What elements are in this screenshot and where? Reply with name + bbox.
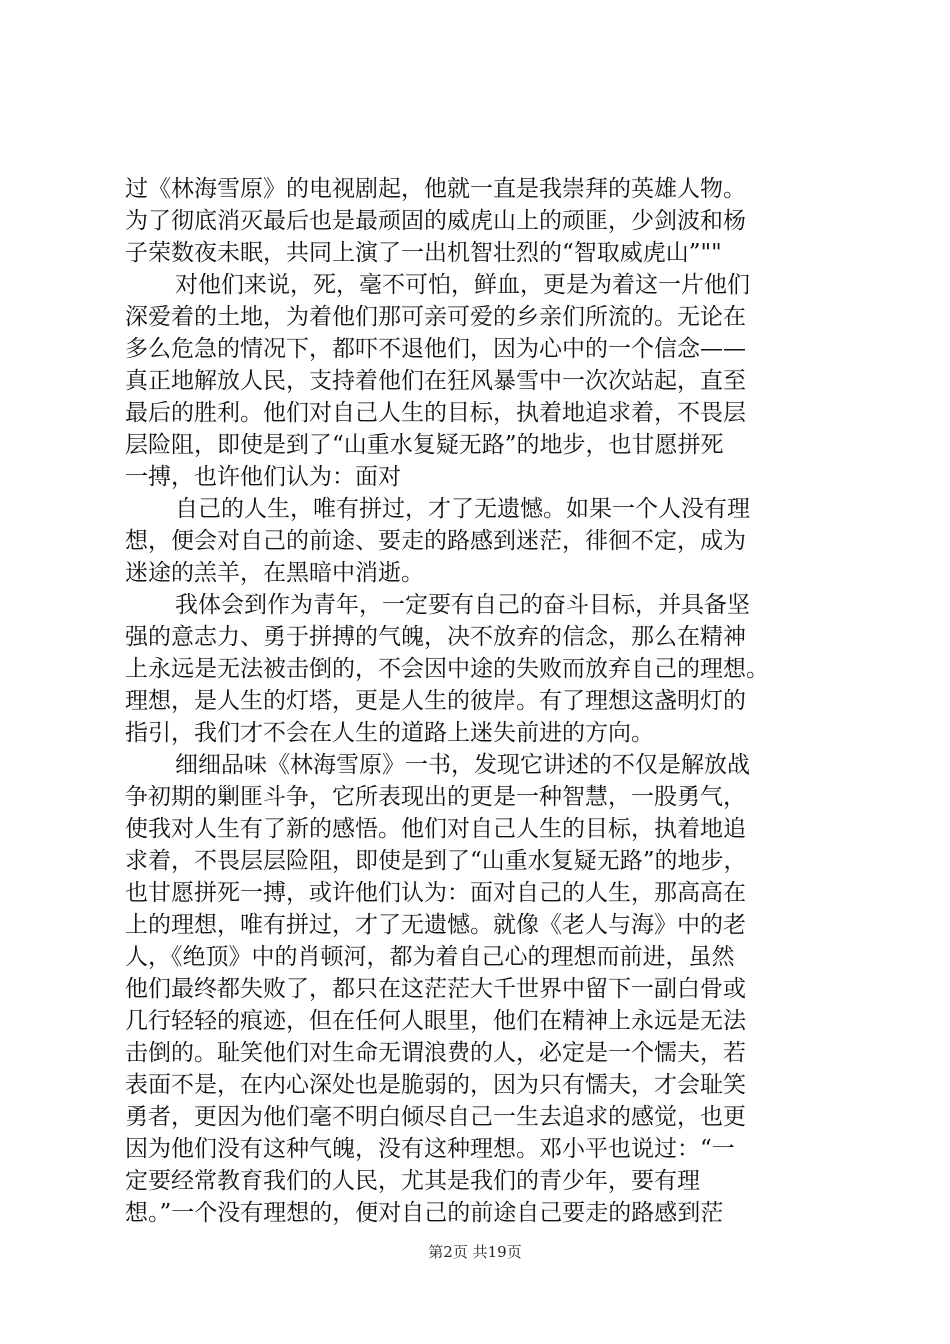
text-line: 多么危急的情况下，都吓不退他们，因为心中的一个信念——: [125, 336, 746, 362]
text-line: 上永远是无法被击倒的，不会因中途的失败而放弃自己的理想。: [125, 656, 769, 682]
text-line: 迷途的羔羊，在黑暗中消逝。: [125, 560, 424, 586]
text-line: 上的理想，唯有拼过，才了无遗憾。就像《老人与海》中的老: [125, 912, 746, 938]
text-line: 他们最终都失败了，都只在这茫茫大千世界中留下一副白骨或: [125, 976, 746, 1002]
text-line: 争初期的剿匪斗争，它所表现出的更是一种智慧，一股勇气，: [125, 784, 746, 810]
text-line: 求着，不畏层层险阻，即使是到了“山重水复疑无路”的地步，: [125, 848, 747, 874]
text-line: 对他们来说，死，毫不可怕，鲜血，更是为着这一片他们: [175, 272, 750, 298]
text-line: 层险阻，即使是到了“山重水复疑无路”的地步，也甘愿拼死: [125, 432, 724, 458]
text-line: 想，便会对自己的前途、要走的路感到迷茫，徘徊不定，成为: [125, 528, 746, 554]
text-line: 人，《绝顶》中的肖顿河，都为着自己心的理想而前进，虽然: [125, 944, 735, 970]
text-line: 最后的胜利。他们对自己人生的目标，执着地追求着，不畏层: [125, 400, 746, 426]
body-text: [125, 173, 837, 1229]
text-line: 因为他们没有这种气魄，没有这种理想。邓小平也说过：“一: [125, 1136, 735, 1162]
text-line: 深爱着的土地，为着他们那可亲可爱的乡亲们所流的。无论在: [125, 304, 746, 330]
text-line: 几行轻轻的痕迹，但在任何人眼里，他们在精神上永远是无法: [125, 1008, 746, 1034]
text-line: 理想，是人生的灯塔，更是人生的彼岸。有了理想这盏明灯的: [125, 688, 746, 714]
text-line: 过《林海雪原》的电视剧起，他就一直是我崇拜的英雄人物。: [125, 176, 746, 202]
page-footer: 第2页 共19页: [428, 1243, 522, 1261]
text-line: 定要经常教育我们的人民，尤其是我们的青少年，要有理: [125, 1168, 700, 1194]
text-line: 使我对人生有了新的感悟。他们对自己人生的目标，执着地追: [125, 816, 746, 842]
text-line: 也甘愿拼死一搏，或许他们认为：面对自己的人生，那高高在: [125, 880, 746, 906]
text-line: 表面不是，在内心深处也是脆弱的，因为只有懦夫，才会耻笑: [125, 1072, 746, 1098]
text-line: 一搏，也许他们认为：面对: [125, 464, 401, 490]
text-line: 自己的人生，唯有拼过，才了无遗憾。如果一个人没有理: [175, 496, 750, 522]
text-line: 真正地解放人民，支持着他们在狂风暴雪中一次次站起，直至: [125, 368, 746, 394]
text-line: 子荣数夜未眠，共同上演了一出机智壮烈的“智取威虎山”"": [125, 240, 722, 266]
text-line: 细细品味《林海雪原》一书，发现它讲述的不仅是解放战: [175, 752, 750, 778]
text-line: 为了彻底消灭最后也是最顽固的威虎山上的顽匪，少剑波和杨: [125, 208, 746, 234]
text-line: 我体会到作为青年，一定要有自己的奋斗目标，并具备坚: [175, 592, 750, 618]
text-line: 强的意志力、勇于拼搏的气魄，决不放弃的信念，那么在精神: [125, 624, 746, 650]
text-line: 击倒的。耻笑他们对生命无谓浪费的人，必定是一个懦夫，若: [125, 1040, 746, 1066]
text-line: 想。”一个没有理想的，便对自己的前途自己要走的路感到茫: [125, 1200, 724, 1226]
text-line: 勇者，更因为他们毫不明白倾尽自己一生去追求的感觉，也更: [125, 1104, 746, 1130]
text-line: 指引，我们才不会在人生的道路上迷失前进的方向。: [125, 720, 654, 746]
